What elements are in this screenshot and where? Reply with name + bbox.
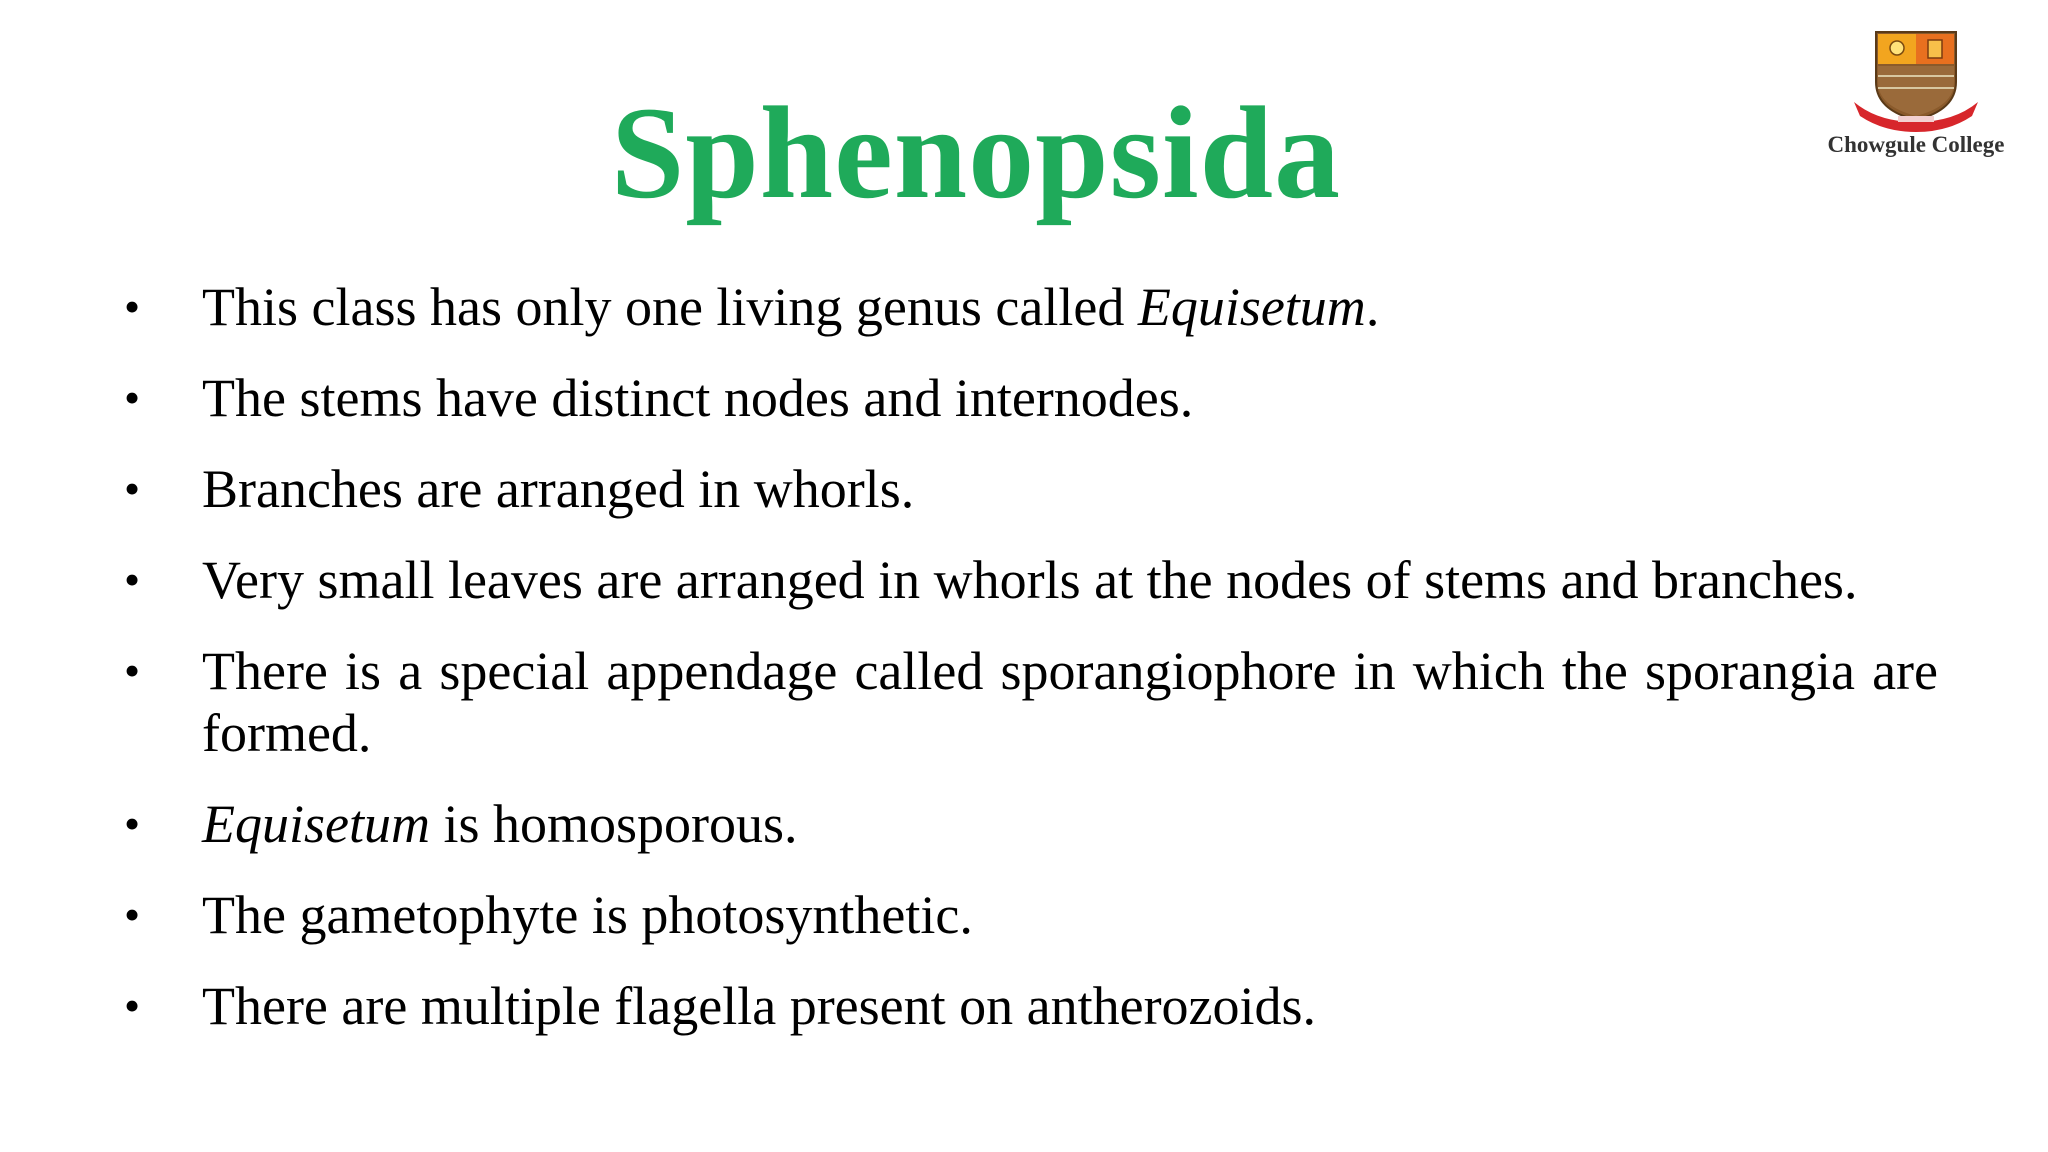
bullet-dot: • — [124, 798, 141, 849]
bullet-dot: • — [124, 372, 141, 423]
bullet-dot: • — [124, 281, 141, 332]
bullet-text: Branches are arranged in whorls. — [202, 459, 915, 519]
bullet-italic-text: Equisetum — [202, 794, 430, 854]
bullet-item — [116, 640, 1938, 764]
bullet-italic-text: Equisetum — [1137, 277, 1366, 337]
bullet-list — [116, 276, 1938, 1066]
bullet-text: There is a special appendage called sporangiophore in which the sporangia are formed. — [202, 641, 1938, 763]
bullet-item — [116, 276, 1938, 338]
bullet-item — [116, 975, 1938, 1037]
bullet-dot: • — [124, 554, 141, 605]
bullet-text: There are multiple flagella present on antherozoids. — [202, 976, 1317, 1036]
bullet-item — [116, 549, 1938, 611]
bullet-item — [116, 458, 1938, 520]
bullet-dot: • — [124, 980, 141, 1031]
bullet-dot: • — [124, 889, 141, 940]
bullet-text: The stems have distinct nodes and internodes. — [202, 368, 1194, 428]
bullet-item — [116, 884, 1938, 946]
bullet-text-end: is homosporous. — [429, 794, 798, 854]
slide-title: Sphenopsida — [610, 79, 1342, 226]
bullet-text: Very small leaves are arranged in whorls at the nodes of stems and branches. — [202, 550, 1858, 610]
bullet-text-end: . — [1365, 277, 1380, 337]
bullet-dot: • — [124, 645, 141, 696]
college-name: Chowgule College — [1827, 132, 2005, 157]
bullet-item — [116, 793, 1938, 855]
college-logo — [1800, 24, 2032, 174]
college-crest-icon — [1848, 24, 1984, 136]
bullet-item — [116, 367, 1938, 429]
bullet-text: The gametophyte is photosynthetic. — [202, 885, 973, 945]
bullet-text: This class has only one living genus called — [202, 277, 1138, 337]
bullet-dot: • — [124, 463, 141, 514]
